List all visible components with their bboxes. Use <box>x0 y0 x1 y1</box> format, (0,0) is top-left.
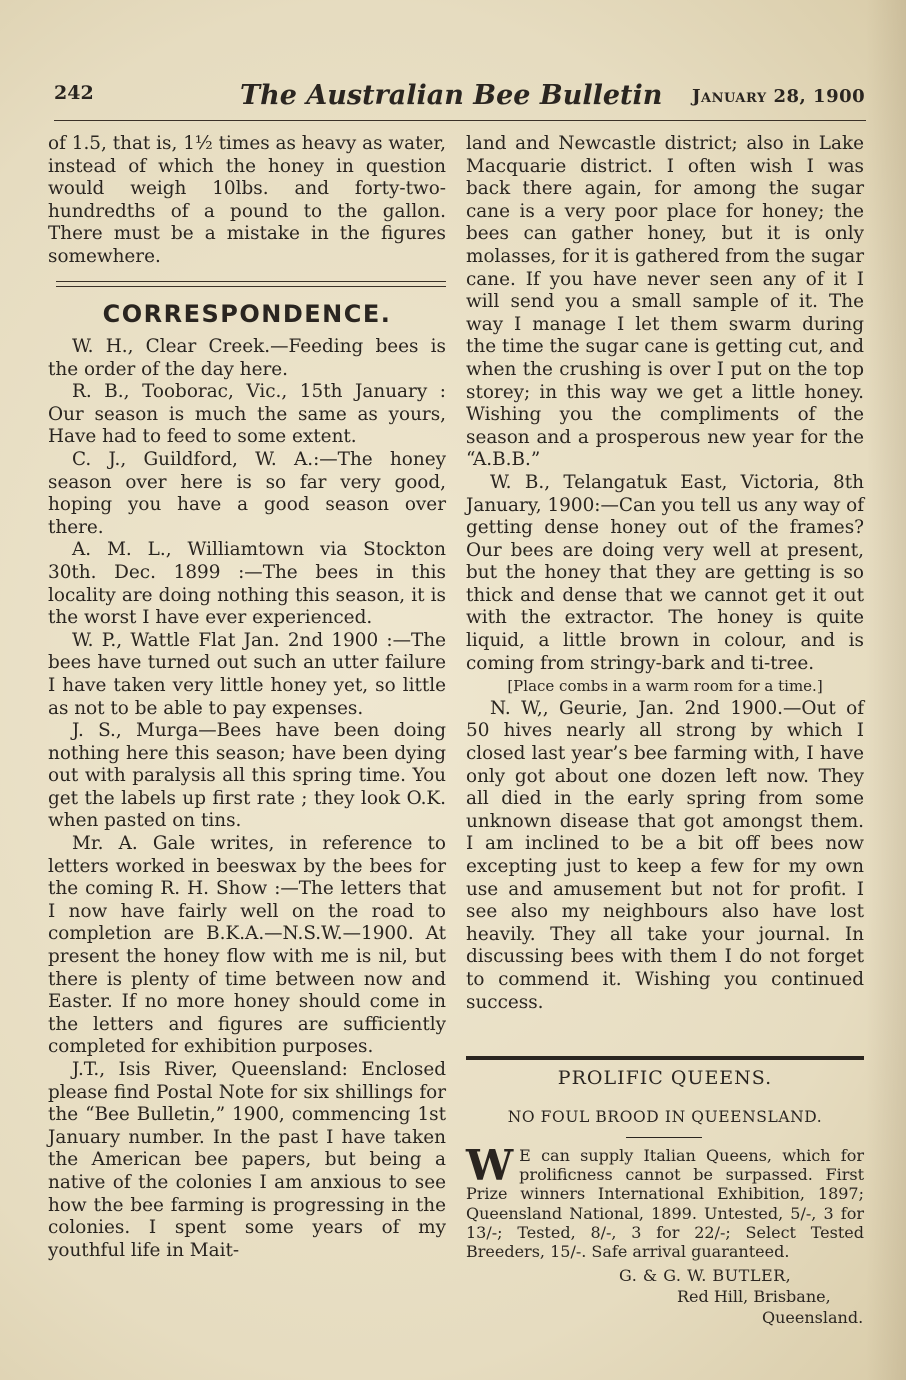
letter-paragraph: C. J., Guildford, W. A.:—The honey season over here is so far very good, hoping you have a good season over there. <box>48 448 446 538</box>
letter-paragraph: R. B., Tooborac, Vic., 15th January : Our season is much the same as yours, Have had to feed to some extent. <box>48 381 446 448</box>
advertisement-title: PROLIFIC QUEENS. <box>557 1067 773 1089</box>
correspondence-heading: CORRESPONDENCE. <box>102 300 392 328</box>
letter-paragraph: N. W,, Geurie, Jan. 2nd 1900.—Out of 50 hives nearly all strong by which I closed last year’s bee farming with, I have only got about one dozen left now. They all died in the early spring from some unknown disease that got amongst them. I am inclined to be a bit off bees now excepting just to keep a few for my own use and amusement but not for profit. I see also my neighbours also have lost heavily. They all take your journal. In discussing bees with them I do not forget to commend it. Wishing you continued success. <box>466 697 864 1013</box>
advertiser-state: Queensland. <box>762 1308 864 1327</box>
page-number: 242 <box>54 82 94 104</box>
editor-note: [Place combs in a warm room for a time.] <box>507 677 823 696</box>
page-edge-shadow <box>866 0 906 1380</box>
letter-paragraph: Mr. A. Gale writes, in reference to letters worked in beeswax by the bees for the coming R. H. Show :—The letters that I now have fairly well on the road to completion are B.K.A.—N.S.W.—1900. At present the honey flow with me is nil, but there is plenty of time between now and Easter. If no more honey should come in the letters and figures are sufficiently completed for exhibition purposes. <box>48 833 446 1058</box>
issue-date: January 28, 1900 <box>692 86 866 107</box>
intro-text <box>48 133 446 269</box>
letter-paragraph: W. H., Clear Creek.—Feeding bees is the order of the day here. <box>48 336 446 380</box>
letter-paragraph: A. M. L., Williamtown via Stockton 30th. Dec. 1899 :—The bees in this locality are doing nothing this season, it is the worst I have ever experienced. <box>48 539 446 629</box>
letter-paragraph: J. S., Murga—Bees have been doing nothing here this season; have been dying out with paralysis all this spring time. You get the labels up first rate ; they look O.K. when pasted on tins. <box>48 720 446 832</box>
letter-paragraph: W. P., Wattle Flat Jan. 2nd 1900 :—The bees have turned out such an utter failure I have taken very little honey yet, so little as not to be able to pay expenses. <box>48 629 446 719</box>
intro-paragraph: of 1.5, that is, 1½ times as heavy as water, instead of which the honey in question would weigh 10lbs. and forty-two-hundredths of a pound to the gallon. There must be a mistake in the figures somewhere. <box>48 133 446 267</box>
letter-paragraph: W. B., Telangatuk East, Victoria, 8th January, 1900:—Can you tell us any way of getting dense honey out of the frames? Our bees are doing very well at present, but the honey that they are getting is so thick and dense that we cannot get it out with the extractor. The honey is quite liquid, a little brown in colour, and is coming from stringy-bark and ti-tree. <box>466 471 864 674</box>
section-double-rule <box>56 281 446 287</box>
correspondence-column-left <box>48 336 446 1262</box>
page-header <box>0 80 906 120</box>
advertisement-short-rule <box>626 1137 702 1138</box>
journal-title: The Australian Bee Bulletin <box>240 80 663 111</box>
advertiser-name: G. & G. W. BUTLER, <box>619 1266 792 1285</box>
advertisement-text: E can supply Italian Queens, which for prolificness cannot be surpassed. First Prize winners International Exhibition, 1897; Queensland National, 1899. Untested, 5/-, 3 for 13/-; Tested, 8/-, 3 for 22/-; Select Tested Breeders, 15/-. Safe arrival guaranteed. <box>466 1146 864 1262</box>
correspondence-column-right <box>466 133 864 1014</box>
letter-paragraph: land and Newcastle district; also in Lake Macquarie district. I often wish I was back there again, for among the sugar cane is a very poor place for honey; the bees can gather honey, but it is only molasses, for it is gathered from the sugar cane. If you have never seen any of it I will send you a small sample of it. The way I manage I let them swarm during the time the sugar cane is getting cut, and when the crushing is over I put on the top storey; in this way we get a little honey. Wishing you the compliments of the season and a prosperous new year for the “A.B.B.” <box>466 133 864 471</box>
advertisement-body <box>466 1141 864 1262</box>
header-rule <box>54 120 866 121</box>
advertisement-rule <box>466 1056 864 1060</box>
advertiser-address: Red Hill, Brisbane, <box>677 1287 831 1306</box>
advertisement-subtitle: NO FOUL BROOD IN QUEENSLAND. <box>507 1108 823 1126</box>
letter-paragraph: J.T., Isis River, Queensland: Enclosed please find Postal Note for six shillings for the “Bee Bulletin,” 1900, commencing 1st January number. In the past I have taken the American bee papers, but being a native of the colonies I am anxious to see how the bee farming is progressing in the colonies. I spent some years of my youthful life in Mait- <box>48 1059 446 1261</box>
drop-cap: W <box>466 1141 514 1190</box>
